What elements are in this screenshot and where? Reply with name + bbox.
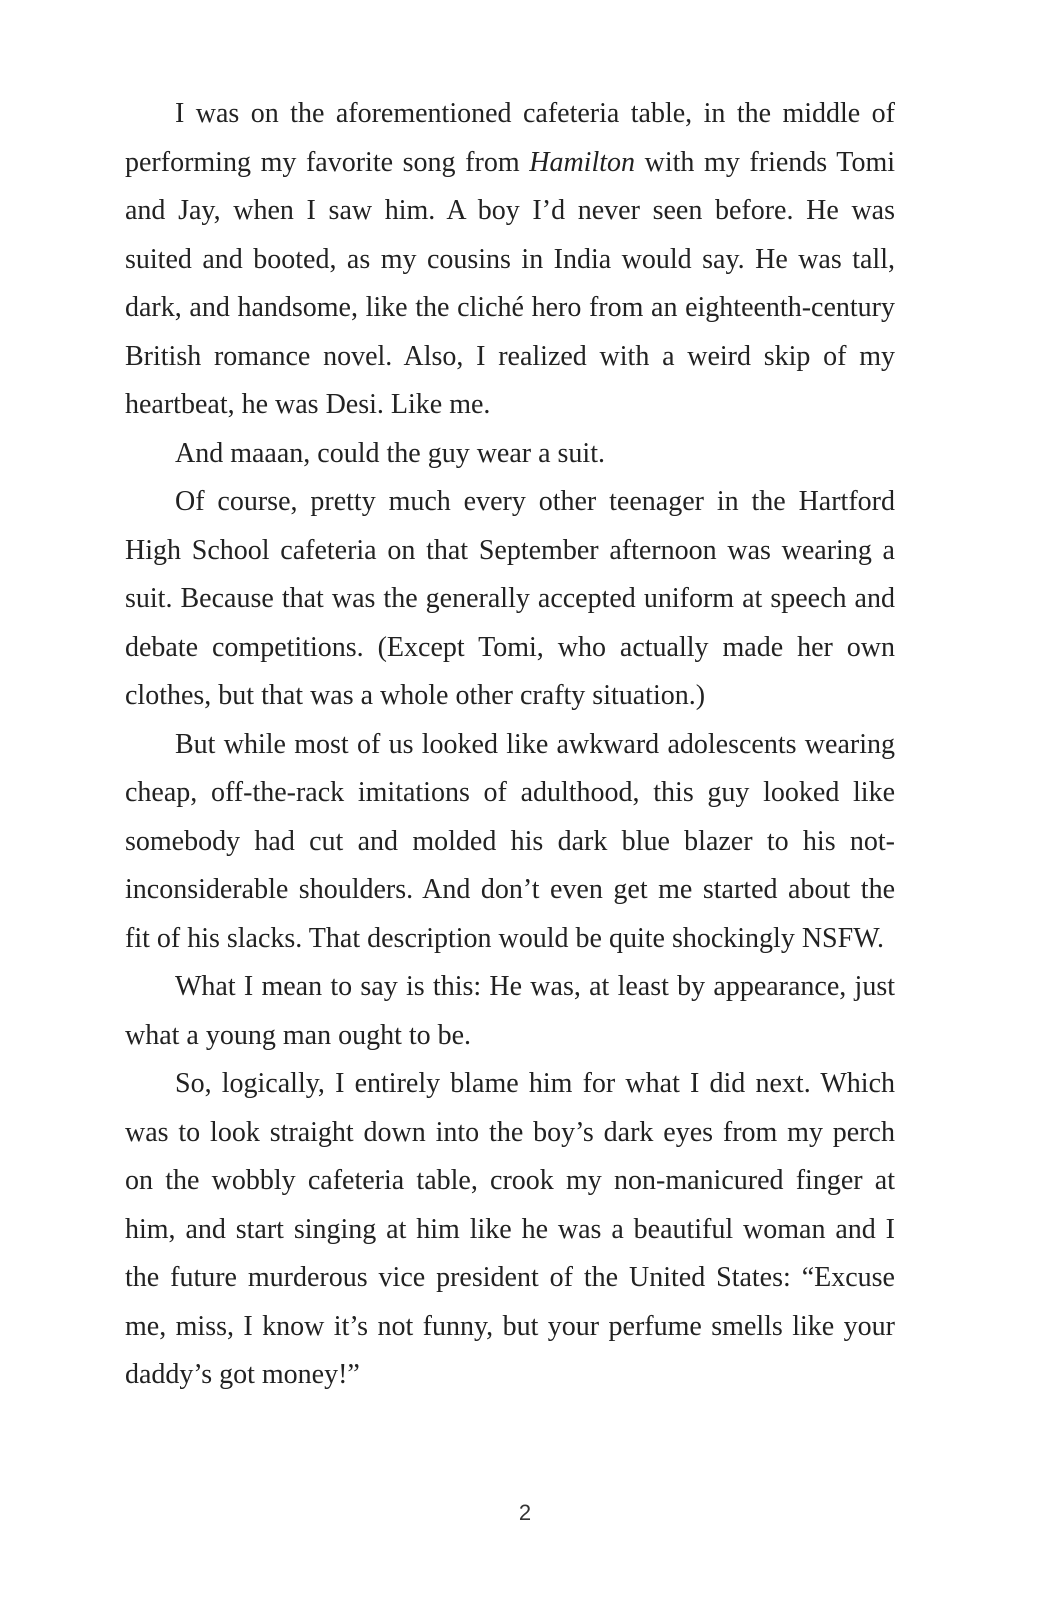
paragraph-text: I was on the aforementioned cafeteria table, in the middle of performing my favorite song from	[125, 98, 895, 178]
paragraph-text: So, logically, I entirely blame him for what I did next. Which was to look straight down into the boy’s dark eyes from my perch on the wobbly cafeteria table, crook my non-manicured finger at him, and start singing at him like he was a beautiful woman and I the future murderous vice president of the United States: “Excuse me, miss, I know it’s not funny, but your perfume smells like your daddy’s got money!”	[125, 1068, 895, 1390]
paragraph-text: But while most of us looked like awkward adolescents wearing cheap, off-the-rack imitations of adulthood, this guy looked like somebody had cut and molded his dark blue blazer to his not-inconsiderable shoulders. And don’t even get me started about the fit of his slacks. That description would be quite shockingly NSFW.	[125, 728, 895, 954]
paragraph	[125, 963, 895, 1060]
paragraph	[125, 90, 895, 430]
paragraph-text: What I mean to say is this: He was, at least by appearance, just what a young man ought to be.	[125, 971, 895, 1051]
paragraph-text: with my friends Tomi and Jay, when I saw him. A boy I’d never seen before. He was suited and booted, as my cousins in India would say. He was tall, dark, and handsome, like the cliché hero from an eighteenth-century British romance novel. Also, I realized with a weird skip of my heartbeat, he was Desi. Like me.	[125, 146, 896, 420]
paragraph	[125, 478, 895, 721]
body-text	[125, 90, 895, 1400]
book-title: Hamilton	[529, 146, 636, 178]
paragraph	[125, 430, 895, 479]
page-number: 2	[518, 1500, 532, 1525]
paragraph	[125, 1060, 895, 1400]
paragraph-text: And maaan, could the guy wear a suit.	[175, 437, 605, 469]
paragraph-text: Of course, pretty much every other teenager in the Hartford High School cafeteria on that September afternoon was wearing a suit. Because that was the generally accepted uniform at speech and debate competitions. (Except Tomi, who actually made her own clothes, but that was a whole other crafty situation.)	[125, 486, 895, 711]
paragraph	[125, 721, 895, 964]
